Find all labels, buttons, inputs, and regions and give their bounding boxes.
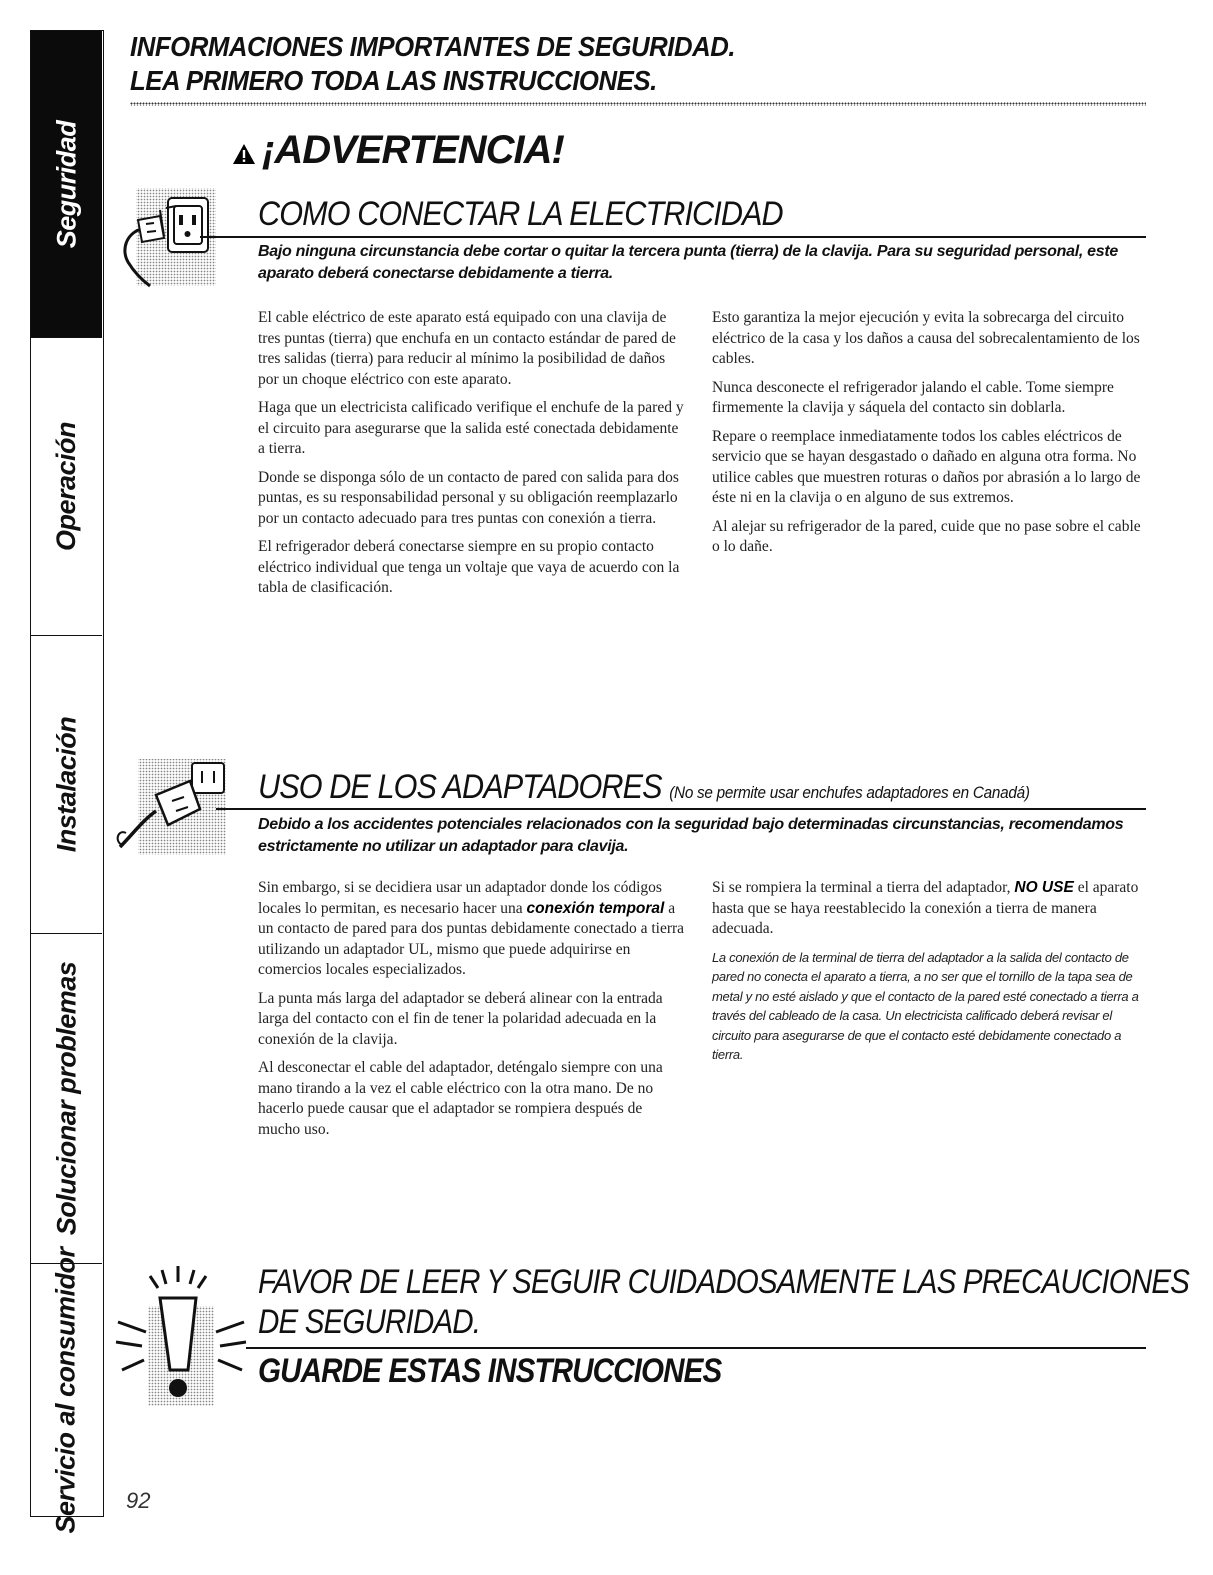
exclamation-warning-icon — [112, 1262, 252, 1412]
note-paragraph: La conexión de la terminal de tierra del adaptador a la salida del contacto de pared no conecta el aparato a tierra, a no ser que el tornillo de la tapa sea de metal y no esté aislado y que el contacto de la pared esté conectado a tierra a través del cableado de la casa. Un electricista calificado deberá revisar el circuito para asegurarse de que el contacto esté debidamente conectado a tierra. — [712, 949, 1139, 1062]
header-line-1: INFORMACIONES IMPORTANTES DE SEGURIDAD. — [130, 31, 736, 62]
paragraph: Al desconectar el cable del adaptador, deténgalo siempre con una mano tirando a la vez el cable eléctrico con la otra mano. De no hacerlo puede causar que el adaptador se rompiera después de mucho uso. — [258, 1059, 663, 1138]
section-title-adaptadores: USO DE LOS ADAPTADORES (No se permite usar enchufes adaptadores en Canadá) — [258, 768, 1030, 806]
paragraph: Repare o reemplace inmediatamente todos los cables eléctricos de servicio que se hayan desgastado o dañado en alguna otra forma. No utilice cables que muestren roturas o daños por abrasión a lo largo de éste ni en la clavija o en alguno de sus extremos. — [712, 427, 1141, 506]
electric-plug-outlet-icon — [116, 180, 224, 290]
section2-right-column — [712, 878, 1142, 1073]
tab-instalacion[interactable]: Instalación — [31, 636, 102, 934]
paragraph: El cable eléctrico de este aparato está equipado con una clavija de tres puntas (tierra) que enchufa en un contacto estándar de pared de tres salidas (tierra) para reducir al mínimo la posibilidad de daños por un choque eléctrico con este aparato. — [258, 309, 676, 388]
dotted-divider — [130, 102, 1146, 106]
tab-seguridad[interactable]: Seguridad — [31, 31, 102, 338]
section-divider — [200, 236, 1146, 238]
paragraph: Si se rompiera la terminal a tierra del adaptador, NO USE el aparato hasta que se haya reestablecido la conexión a tierra de manera adecuada. — [712, 879, 1139, 937]
footer-line-3: GUARDE ESTAS INSTRUCCIONES — [258, 1352, 722, 1390]
footer-line-2: DE SEGURIDAD. — [258, 1303, 481, 1341]
paragraph: Al alejar su refrigerador de la pared, cuide que no pase sobre el cable o lo dañe. — [712, 517, 1141, 555]
plug-adapter-icon — [112, 755, 230, 863]
section-intro: Bajo ninguna circunstancia debe cortar o quitar la tercera punta (tierra) de la clavija. Para su seguridad personal, este aparato deberá conectarse debidamente a tierra. — [258, 243, 1118, 282]
section-intro: Debido a los accidentes potenciales relacionados con la seguridad bajo determinadas circunstancias, recomendamos estrictamente no utilizar un adaptador para clavija. — [258, 816, 1124, 855]
warning-title: ¡ADVERTENCIA! — [232, 128, 564, 173]
warning-triangle-icon — [232, 142, 256, 166]
section-title-note: (No se permite usar enchufes adaptadores en Canadá) — [669, 783, 1030, 802]
paragraph: Donde se disponga sólo de un contacto de pared con salida para dos puntas, es su responsabilidad personal y su obligación reemplazarlo por un contacto adecuado para tres puntas con conexión a tierra. — [258, 468, 679, 527]
section-divider — [216, 808, 1146, 810]
emphasis-text: conexión temporal — [526, 899, 665, 917]
section-title-electricidad: COMO CONECTAR LA ELECTRICIDAD — [258, 195, 783, 233]
side-tabs — [30, 30, 104, 1534]
footer-divider — [246, 1347, 1146, 1349]
tab-servicio-al-consumidor[interactable]: Servicio al consumidor — [51, 1246, 81, 1534]
footer-line-1: FAVOR DE LEER Y SEGUIR CUIDADOSAMENTE LAS PRECAUCIONES — [258, 1263, 1190, 1301]
tab-solucionar-problemas[interactable]: Solucionar problemas — [31, 934, 102, 1264]
paragraph: Haga que un electricista calificado verifique el enchufe de la pared y el circuito para asegurarse que la salida esté conectada debidamente a tierra. — [258, 399, 684, 457]
paragraph: Esto garantiza la mejor ejecución y evita la sobrecarga del circuito eléctrico de la casa y los daños a causa del sobrecalentamiento de los cables. — [712, 309, 1140, 367]
paragraph: Nunca desconecte el refrigerador jalando el cable. Tome siempre firmemente la clavija y sáquela del contacto sin doblarla. — [712, 378, 1114, 416]
section1-right-column — [712, 308, 1152, 566]
section1-left-column — [258, 308, 686, 607]
paragraph: Sin embargo, si se decidiera usar un adaptador donde los códigos locales lo permitan, es necesario hacer una conexión temporal a un contacto de pared para dos puntas debidamente conectado a tierra utilizando un adaptador UL, mismo que puede adquirirse en comercios locales especializados. — [258, 879, 685, 978]
paragraph: El refrigerador deberá conectarse siempre en su propio contacto eléctrico individual que tenga un voltaje que vaya de acuerdo con la tabla de clasificación. — [258, 538, 680, 596]
page-number: 92 — [126, 1488, 151, 1513]
section2-left-column — [258, 878, 688, 1148]
tab-operacion[interactable]: Operación — [31, 338, 102, 636]
emphasis-text: NO USE — [1014, 879, 1074, 896]
header-line-2: LEA PRIMERO TODA LAS INSTRUCCIONES. — [130, 65, 657, 96]
paragraph: La punta más larga del adaptador se deberá alinear con la entrada larga del contacto con el fin de tener la polaridad adecuada en la conexión de la clavija. — [258, 989, 663, 1048]
